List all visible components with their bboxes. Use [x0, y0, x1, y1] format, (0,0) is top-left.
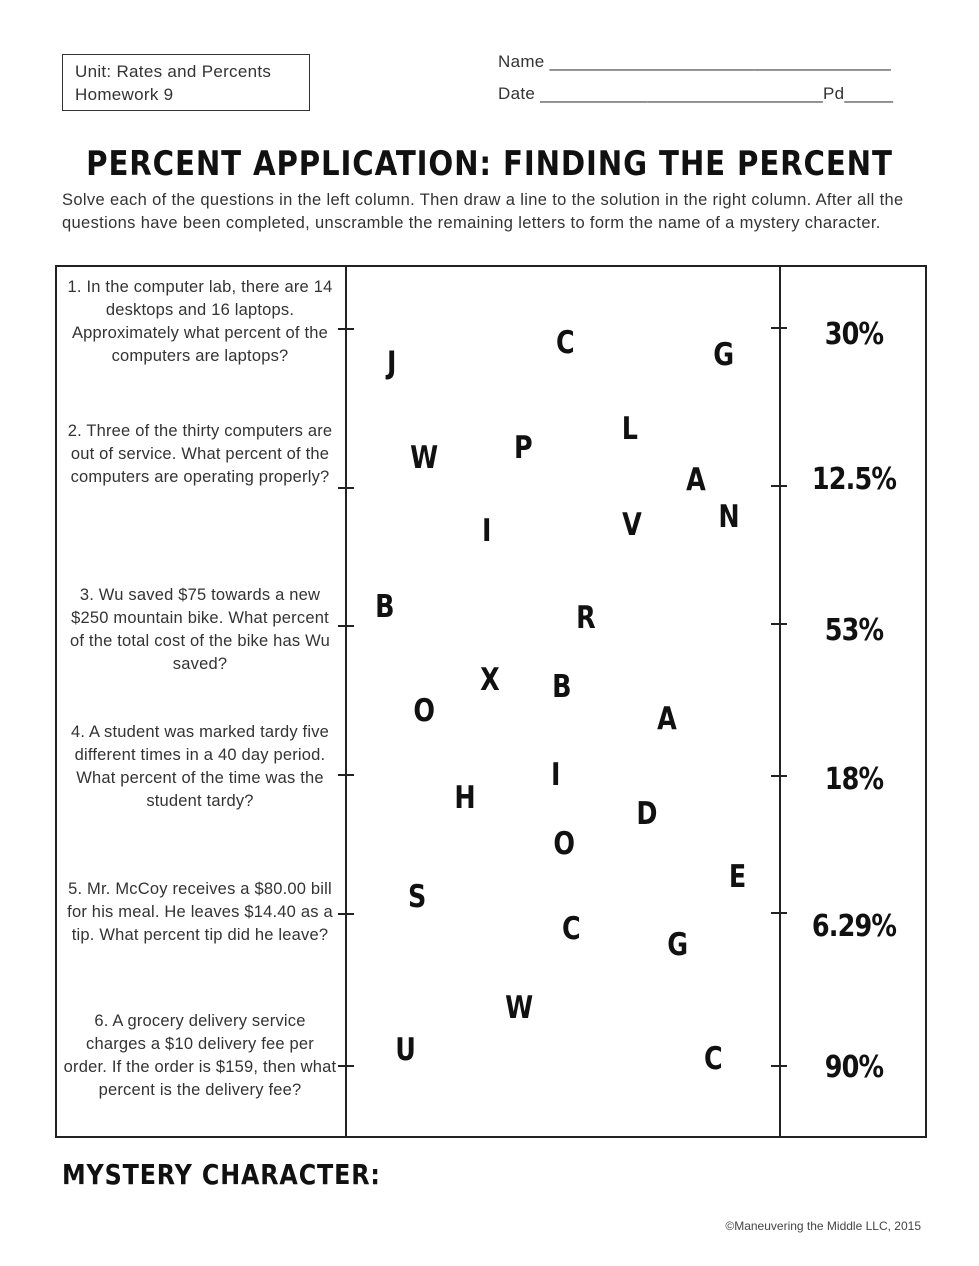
question-4-connector[interactable]: [338, 774, 354, 776]
answer-1-connector[interactable]: [771, 327, 787, 329]
homework-label: Homework 9: [75, 85, 174, 104]
question-2: 2. Three of the thirty computers are out of service. What percent of the computers are operating properly?: [67, 422, 333, 486]
letter-i: I: [482, 513, 492, 549]
answer-5: 6.29%: [811, 909, 897, 944]
copyright: ©Maneuvering the Middle LLC, 2015: [725, 1219, 921, 1233]
unit-info-box: [62, 54, 310, 111]
question-6: 6. A grocery delivery service charges a $10 delivery fee per order. If the order is $159, then what percent is the delivery fee?: [63, 1012, 337, 1099]
name-field[interactable]: [498, 52, 891, 72]
question-5: 5. Mr. McCoy receives a $80.00 bill for his meal. He leaves $14.40 as a tip. What percent tip did he leave?: [67, 880, 333, 944]
letter-j: J: [387, 345, 397, 381]
date-label: Date: [498, 84, 536, 103]
letter-i: I: [551, 757, 561, 793]
letter-v: V: [622, 507, 642, 543]
name-label: Name: [498, 52, 545, 71]
letter-b: B: [375, 589, 395, 625]
left-column-divider: [345, 265, 347, 1138]
date-line: _____________________________: [540, 84, 824, 103]
letter-c: C: [704, 1041, 723, 1077]
question-2-connector[interactable]: [338, 487, 354, 489]
letter-c: C: [562, 911, 581, 947]
question-3-connector[interactable]: [338, 625, 354, 627]
letter-o: O: [553, 826, 575, 862]
letter-n: N: [718, 499, 740, 535]
answer-5-connector[interactable]: [771, 912, 787, 914]
question-5-connector[interactable]: [338, 913, 354, 915]
question-3: 3. Wu saved $75 towards a new $250 mountain bike. What percent of the total cost of the bike has Wu saved?: [69, 586, 331, 673]
letter-a: A: [686, 462, 706, 498]
mystery-character-label: MYSTERY CHARACTER:: [62, 1158, 381, 1191]
question-1: 1. In the computer lab, there are 14 desktops and 16 laptops. Approximately what percent of the computers are laptops?: [67, 278, 333, 365]
unit-label: Unit: Rates and Percents: [75, 62, 272, 81]
date-field[interactable]: [498, 84, 893, 104]
letter-r: R: [576, 600, 596, 636]
letter-e: E: [728, 859, 747, 895]
question-1-connector[interactable]: [338, 328, 354, 330]
letter-a: A: [657, 701, 677, 737]
letter-u: U: [395, 1032, 416, 1068]
worksheet-table: [55, 265, 927, 1138]
pd-line: _____: [844, 84, 894, 103]
answer-2: 12.5%: [811, 462, 897, 497]
answer-6-connector[interactable]: [771, 1065, 787, 1067]
question-6-connector[interactable]: [338, 1065, 354, 1067]
question-4: 4. A student was marked tardy five different times in a 40 day period. What percent of the time was the student tardy?: [70, 723, 330, 810]
letter-g: G: [667, 927, 689, 963]
answer-3: 53%: [824, 613, 884, 648]
letter-s: S: [408, 879, 427, 915]
right-column-divider: [779, 265, 781, 1138]
letter-w: W: [410, 440, 439, 476]
letter-c: C: [556, 325, 575, 361]
answer-2-connector[interactable]: [771, 485, 787, 487]
answer-6: 90%: [824, 1050, 884, 1085]
letter-b: B: [552, 669, 572, 705]
letter-w: W: [505, 990, 534, 1026]
name-line: ___________________________________: [549, 52, 892, 71]
letter-g: G: [713, 337, 735, 373]
instructions: Solve each of the questions in the left column. Then draw a line to the solution in the right column. After all the questions have been completed, unscramble the remaining letters to form the name of a mystery character.: [62, 191, 904, 232]
page-title: PERCENT APPLICATION: FINDING THE PERCENT: [86, 144, 893, 184]
answer-3-connector[interactable]: [771, 623, 787, 625]
letter-h: H: [454, 780, 476, 816]
letter-d: D: [636, 796, 658, 832]
answer-4: 18%: [824, 762, 884, 797]
answer-4-connector[interactable]: [771, 775, 787, 777]
letter-p: P: [514, 430, 533, 466]
letter-x: X: [480, 662, 500, 698]
answer-1: 30%: [824, 317, 884, 352]
pd-label: Pd: [823, 84, 845, 103]
letter-o: O: [413, 693, 435, 729]
letter-l: L: [621, 411, 638, 447]
